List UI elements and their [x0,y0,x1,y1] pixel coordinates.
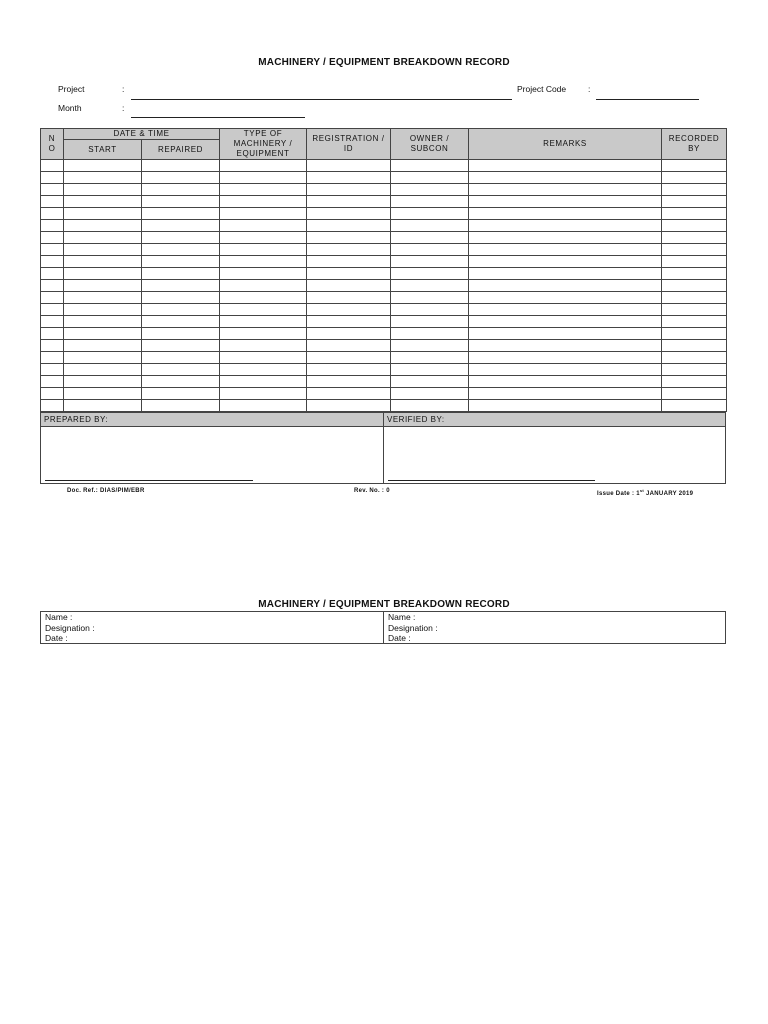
table-cell[interactable] [220,256,307,268]
signoff-right [388,612,438,644]
table-cell[interactable] [662,208,727,220]
issue-date-prefix: Issue Date : 1 [597,491,640,497]
table-cell[interactable] [142,244,220,256]
table-cell[interactable] [662,172,727,184]
table-cell[interactable] [391,184,469,196]
table-cell[interactable] [142,232,220,244]
table-row [41,256,727,268]
table-cell[interactable] [220,328,307,340]
table-cell[interactable] [142,208,220,220]
table-cell[interactable] [391,220,469,232]
table-cell[interactable] [41,280,64,292]
table-cell[interactable] [469,232,662,244]
table-cell[interactable] [391,292,469,304]
table-row [41,208,727,220]
signoff-block [40,611,726,644]
table-cell[interactable] [662,184,727,196]
table-cell[interactable] [469,184,662,196]
col-type-header: TYPE OF MACHINERY / EQUIPMENT [220,129,307,160]
table-cell[interactable] [662,376,727,388]
table-row [41,172,727,184]
table-row [41,352,727,364]
col-start-header: START [64,140,142,160]
month-input-line[interactable] [131,117,305,118]
table-cell[interactable] [220,364,307,376]
table-cell[interactable] [142,292,220,304]
table-cell[interactable] [220,400,307,412]
table-cell[interactable] [64,196,142,208]
table-cell[interactable] [220,388,307,400]
table-row [41,376,727,388]
table-cell[interactable] [64,232,142,244]
col-owner-header: OWNER / SUBCON [391,129,469,160]
table-cell[interactable] [220,220,307,232]
table-cell[interactable] [142,184,220,196]
project-code-colon: : [588,84,591,94]
table-cell[interactable] [64,184,142,196]
signoff-left-designation: Designation : [45,622,95,633]
table-row [41,268,727,280]
table-row [41,316,727,328]
table-cell[interactable] [307,220,391,232]
table-cell[interactable] [469,304,662,316]
table-cell[interactable] [469,208,662,220]
project-colon: : [122,84,125,94]
table-cell[interactable] [220,232,307,244]
table-cell[interactable] [41,364,64,376]
table-cell[interactable] [142,364,220,376]
table-cell[interactable] [469,268,662,280]
table-cell[interactable] [662,220,727,232]
table-cell[interactable] [307,280,391,292]
table-cell[interactable] [662,256,727,268]
table-cell[interactable] [662,232,727,244]
table-cell[interactable] [64,400,142,412]
table-cell[interactable] [142,256,220,268]
table-cell[interactable] [662,364,727,376]
col-registration-header: REGISTRATION / ID [307,129,391,160]
doc-ref: Doc. Ref.: DIAS/PIM/EBR [67,488,145,494]
table-cell[interactable] [469,172,662,184]
table-cell[interactable] [662,340,727,352]
table-cell[interactable] [142,196,220,208]
table-cell[interactable] [391,316,469,328]
signoff-left-name: Name : [45,612,73,622]
table-cell[interactable] [142,172,220,184]
table-cell[interactable] [41,160,64,172]
table-cell[interactable] [469,340,662,352]
table-cell[interactable] [391,328,469,340]
col-date-time-header: DATE & TIME [64,129,220,140]
table-cell[interactable] [220,340,307,352]
table-cell[interactable] [307,292,391,304]
table-cell[interactable] [220,376,307,388]
table-cell[interactable] [662,316,727,328]
table-cell[interactable] [220,304,307,316]
table-cell[interactable] [41,208,64,220]
table-cell[interactable] [64,160,142,172]
table-cell[interactable] [64,304,142,316]
table-cell[interactable] [662,280,727,292]
table-cell[interactable] [41,316,64,328]
month-label: Month [58,103,82,113]
table-cell[interactable] [391,388,469,400]
table-cell[interactable] [307,232,391,244]
table-cell[interactable] [64,316,142,328]
table-cell[interactable] [64,268,142,280]
table-cell[interactable] [662,388,727,400]
table-cell[interactable] [307,364,391,376]
table-cell[interactable] [391,208,469,220]
table-cell[interactable] [391,268,469,280]
table-cell[interactable] [469,292,662,304]
table-cell[interactable] [41,376,64,388]
table-cell[interactable] [469,400,662,412]
table-cell[interactable] [41,256,64,268]
col-recorded-by-header: RECORDED BY [662,129,727,160]
table-cell[interactable] [142,280,220,292]
table-cell[interactable] [307,316,391,328]
table-cell[interactable] [142,328,220,340]
table-cell[interactable] [391,364,469,376]
signoff-divider [383,612,384,643]
table-cell[interactable] [307,340,391,352]
table-cell[interactable] [307,268,391,280]
table-cell[interactable] [391,400,469,412]
table-cell[interactable] [142,376,220,388]
table-cell[interactable] [64,208,142,220]
table-cell[interactable] [64,376,142,388]
table-cell[interactable] [64,328,142,340]
table-cell[interactable] [662,268,727,280]
table-cell[interactable] [41,340,64,352]
table-cell[interactable] [391,340,469,352]
table-cell[interactable] [391,304,469,316]
table-row [41,244,727,256]
signoff-right-date: Date : [388,633,411,643]
table-cell[interactable] [220,172,307,184]
table-cell[interactable] [469,364,662,376]
rev-no: Rev. No. : 0 [354,488,390,494]
approval-block [40,412,726,484]
verified-by-label: VERIFIED BY: [384,413,725,427]
table-row [41,220,727,232]
table-cell[interactable] [307,160,391,172]
table-row [41,304,727,316]
table-cell[interactable] [469,388,662,400]
table-row [41,364,727,376]
table-cell[interactable] [469,376,662,388]
table-row [41,196,727,208]
signoff-title: MACHINERY / EQUIPMENT BREAKDOWN RECORD [258,599,510,610]
table-cell[interactable] [469,220,662,232]
table-cell[interactable] [469,256,662,268]
table-cell[interactable] [142,304,220,316]
table-cell[interactable] [307,196,391,208]
table-cell[interactable] [64,172,142,184]
table-cell[interactable] [307,328,391,340]
table-cell[interactable] [64,364,142,376]
table-cell[interactable] [220,208,307,220]
table-cell[interactable] [469,196,662,208]
table-cell[interactable] [220,316,307,328]
table-cell[interactable] [142,340,220,352]
table-row [41,400,727,412]
table-cell[interactable] [220,196,307,208]
table-cell[interactable] [220,352,307,364]
table-cell[interactable] [41,244,64,256]
table-cell[interactable] [142,316,220,328]
table-row [41,388,727,400]
table-cell[interactable] [307,400,391,412]
table-cell[interactable] [41,184,64,196]
signoff-left-date: Date : [45,633,68,643]
breakdown-table [40,128,727,412]
table-row [41,232,727,244]
table-row [41,292,727,304]
table-cell[interactable] [142,160,220,172]
table-cell[interactable] [220,292,307,304]
table-cell[interactable] [469,160,662,172]
issue-date-sup: st [639,488,645,493]
table-cell[interactable] [391,244,469,256]
col-no-header: N O [41,129,64,160]
table-cell[interactable] [662,244,727,256]
table-cell[interactable] [64,292,142,304]
table-cell[interactable] [391,376,469,388]
table-cell[interactable] [41,304,64,316]
issue-date-suffix: JANUARY 2019 [644,491,694,497]
table-cell[interactable] [662,292,727,304]
project-code-label: Project Code [517,84,567,94]
table-cell[interactable] [662,400,727,412]
table-cell[interactable] [662,196,727,208]
table-cell[interactable] [469,352,662,364]
table-cell[interactable] [469,328,662,340]
prepared-by-section [41,413,383,483]
table-cell[interactable] [64,340,142,352]
table-row [41,340,727,352]
table-cell[interactable] [64,352,142,364]
table-cell[interactable] [469,244,662,256]
month-colon: : [122,103,125,113]
col-remarks-header: REMARKS [469,129,662,160]
table-cell[interactable] [142,352,220,364]
table-cell[interactable] [64,244,142,256]
table-cell[interactable] [220,244,307,256]
table-cell[interactable] [142,268,220,280]
table-cell[interactable] [64,220,142,232]
table-cell[interactable] [41,172,64,184]
col-repaired-header: REPAIRED [142,140,220,160]
table-cell[interactable] [391,280,469,292]
verified-by-section [384,413,725,483]
table-cell[interactable] [307,304,391,316]
table-cell[interactable] [307,184,391,196]
table-cell[interactable] [307,256,391,268]
table-cell[interactable] [391,256,469,268]
form-title: MACHINERY / EQUIPMENT BREAKDOWN RECORD [258,57,510,68]
table-cell[interactable] [662,304,727,316]
table-cell[interactable] [64,256,142,268]
table-cell[interactable] [220,280,307,292]
project-label: Project [58,84,85,94]
table-cell[interactable] [307,208,391,220]
table-cell[interactable] [469,280,662,292]
table-cell[interactable] [307,352,391,364]
table-row [41,328,727,340]
table-cell[interactable] [41,352,64,364]
prepared-by-signature-line[interactable] [45,480,253,481]
table-cell[interactable] [64,280,142,292]
verified-by-signature-line[interactable] [388,480,595,481]
table-cell[interactable] [391,232,469,244]
table-cell[interactable] [391,160,469,172]
table-row [41,280,727,292]
table-cell[interactable] [307,172,391,184]
table-cell[interactable] [307,388,391,400]
table-cell[interactable] [41,292,64,304]
table-row [41,184,727,196]
table-row [41,160,727,172]
table-cell[interactable] [307,376,391,388]
table-cell[interactable] [662,160,727,172]
table-cell[interactable] [220,160,307,172]
table-cell[interactable] [41,388,64,400]
table-cell[interactable] [220,268,307,280]
prepared-by-label: PREPARED BY: [41,413,383,427]
table-cell[interactable] [391,172,469,184]
table-cell[interactable] [41,268,64,280]
issue-date [597,488,693,497]
table-cell[interactable] [41,400,64,412]
table-cell[interactable] [41,196,64,208]
signoff-right-name: Name : [388,612,416,622]
table-cell[interactable] [64,388,142,400]
table-body [41,160,727,412]
signoff-left [45,612,95,644]
project-code-input-line[interactable] [596,99,699,100]
table-cell[interactable] [391,352,469,364]
table-cell[interactable] [142,400,220,412]
table-cell[interactable] [142,388,220,400]
project-input-line[interactable] [131,99,512,100]
table-cell[interactable] [391,196,469,208]
signoff-right-designation: Designation : [388,622,438,633]
table-cell[interactable] [469,316,662,328]
table-cell[interactable] [220,184,307,196]
table-cell[interactable] [307,244,391,256]
table-cell[interactable] [142,220,220,232]
table-cell[interactable] [41,232,64,244]
table-cell[interactable] [41,328,64,340]
table-cell[interactable] [41,220,64,232]
table-cell[interactable] [662,352,727,364]
table-cell[interactable] [662,328,727,340]
